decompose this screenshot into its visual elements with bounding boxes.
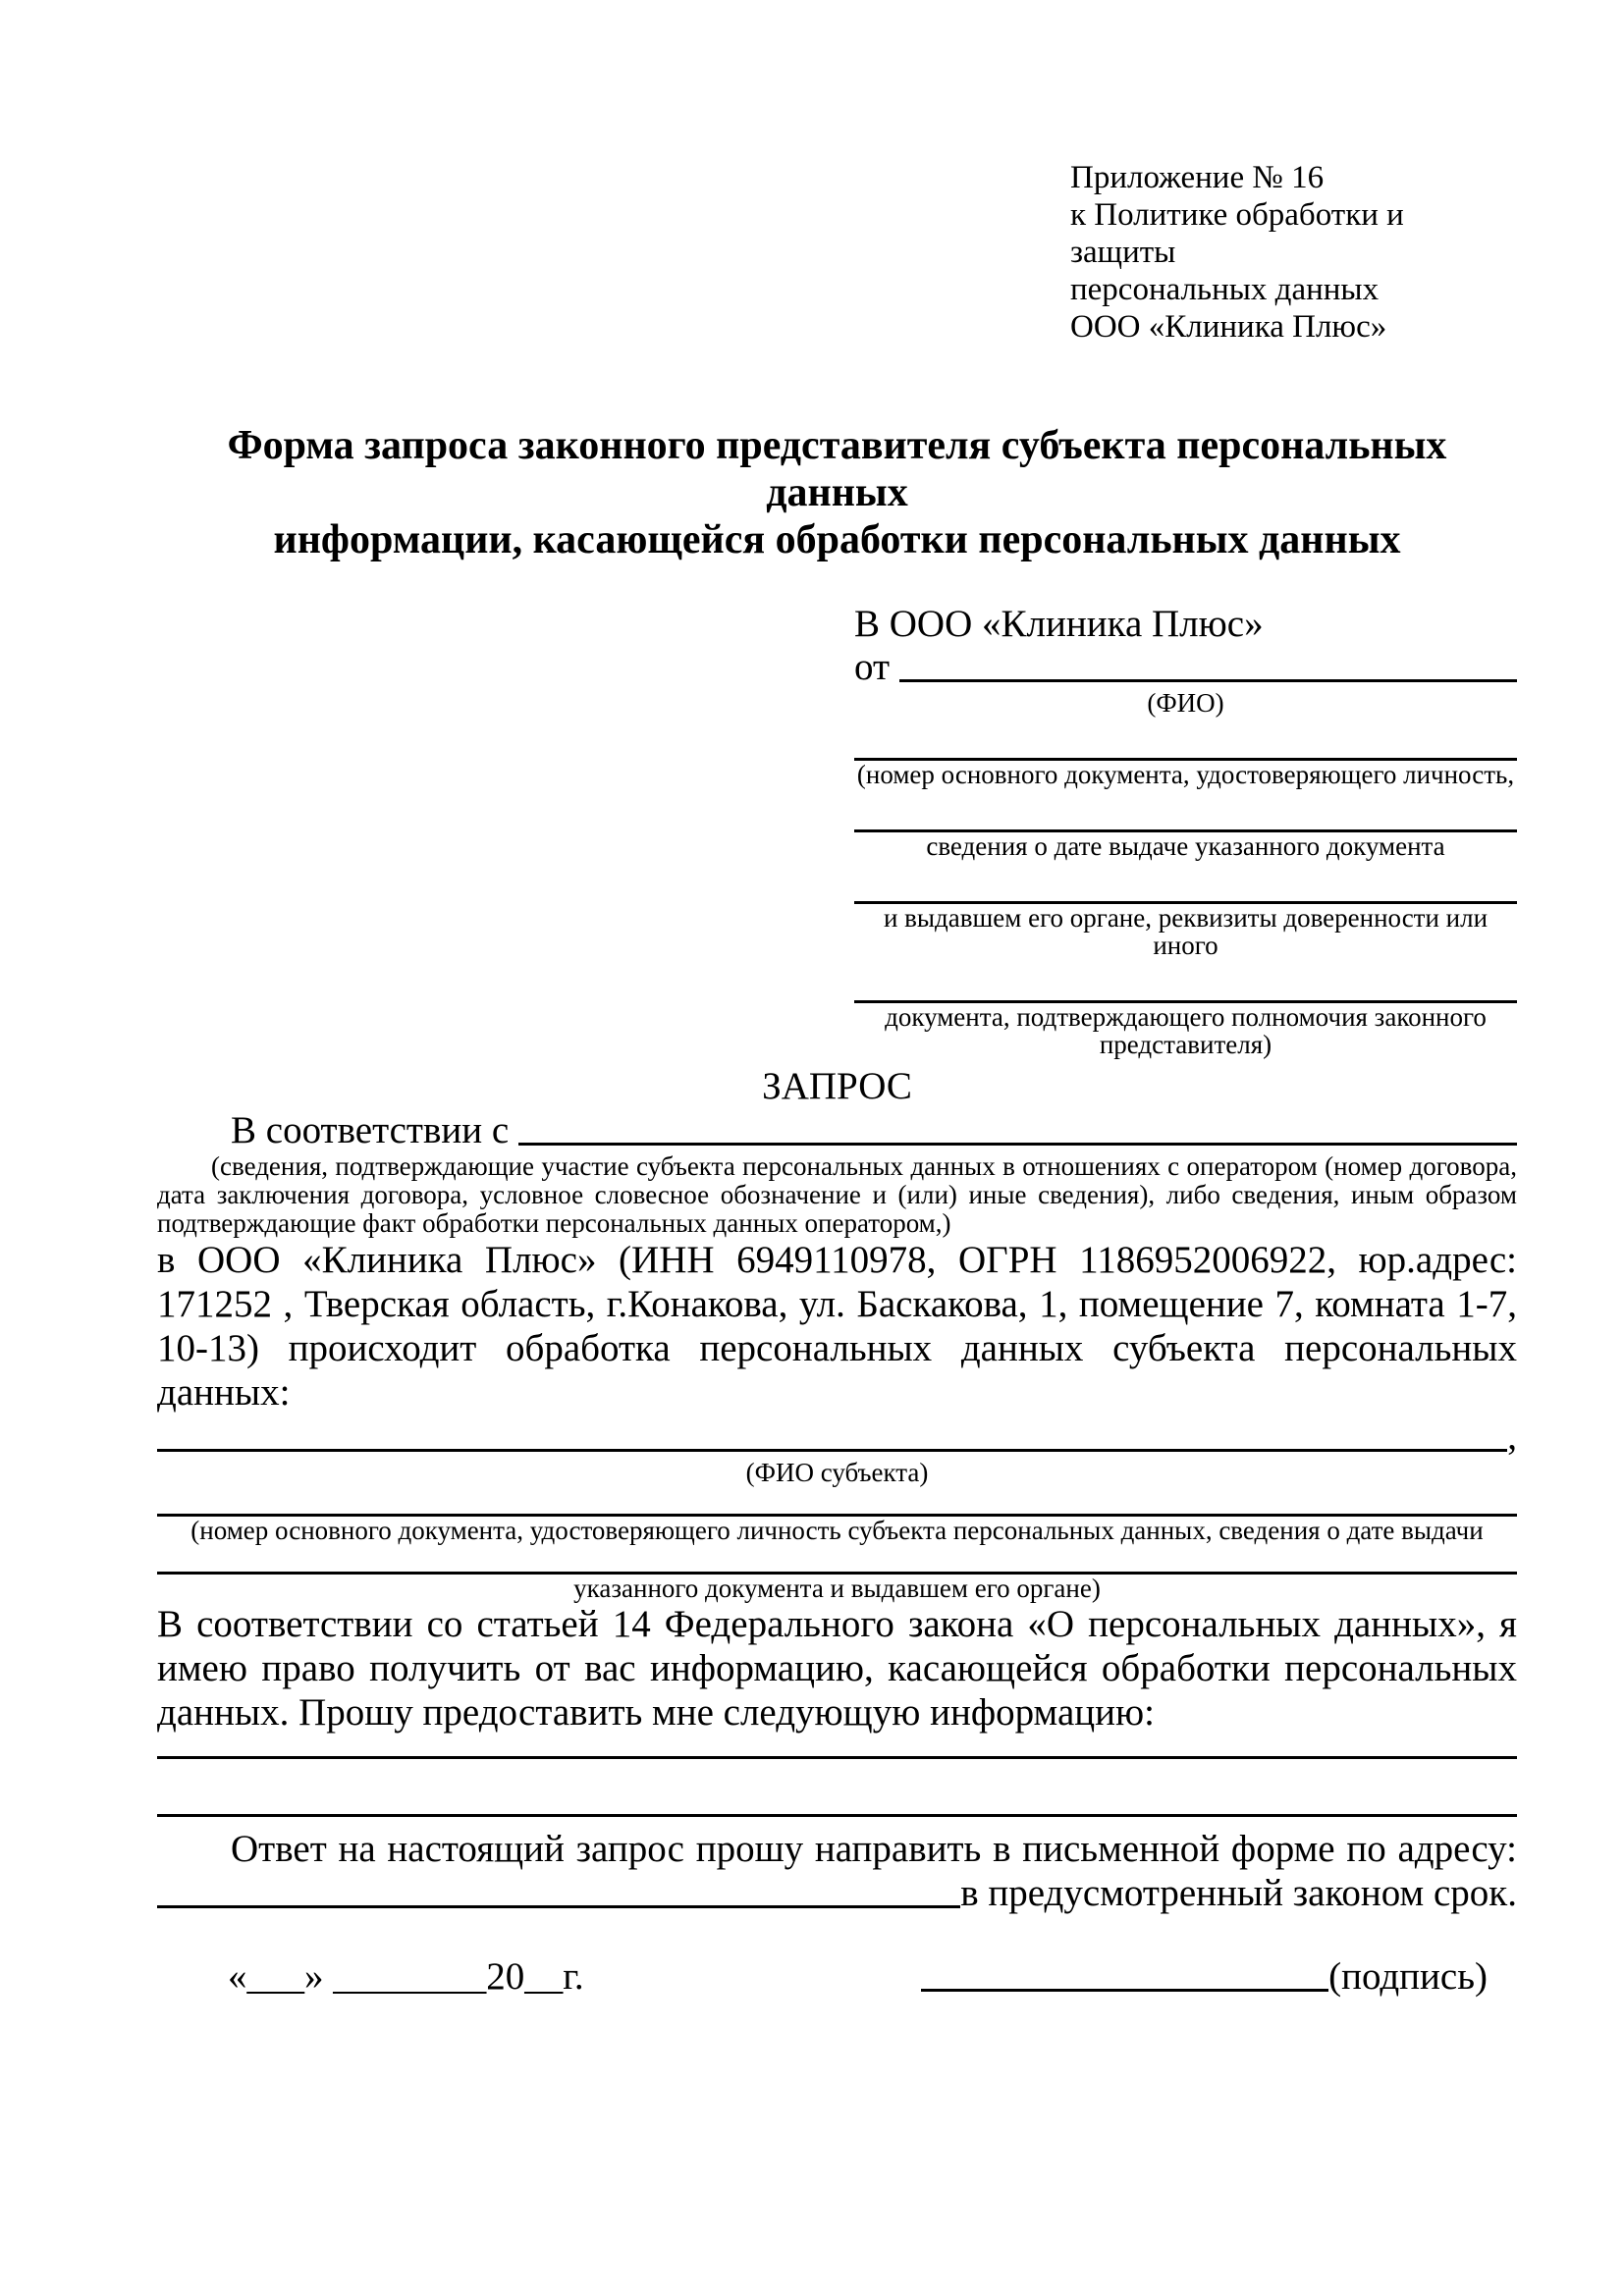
address-blank-line xyxy=(157,1871,960,1908)
caption-subject-doc-authority: указанного документа и выдавшем его органе) xyxy=(573,1574,1101,1603)
caption-fio: (ФИО) xyxy=(1147,688,1224,718)
signature-group xyxy=(921,1954,1488,1999)
addressee-from-row xyxy=(854,646,1517,689)
basis-label: В соответствии с xyxy=(231,1109,510,1151)
caption-subject-fio: (ФИО субъекта) xyxy=(745,1458,929,1487)
appendix-line-3: персональных данных xyxy=(1070,272,1380,307)
subject-fio-blank-line xyxy=(157,1415,1507,1452)
reply-address-row xyxy=(157,1871,1517,1915)
reply-line: Ответ на настоящий запрос прошу направить в письменной форме по адресу: xyxy=(231,1828,1517,1870)
reply-term: в предусмотренный законом срок. xyxy=(960,1872,1517,1914)
caption-doc-powers: документа, подтверждающего полномочия законного представителя) xyxy=(885,1002,1487,1059)
comma-after-blank: , xyxy=(1507,1415,1517,1458)
law-paragraph: В соответствии со статьей 14 Федерального закона «О персональных данных», я имею право получить от вас информацию, касающейся обработки персональных данных. Прошу предоставить мне следующую информацию: xyxy=(157,1603,1517,1734)
requested-info-blank-line-1 xyxy=(157,1742,1517,1759)
appendix-line-2: к Политике обработки и защиты xyxy=(1070,197,1404,270)
signature-blank-line xyxy=(921,1954,1328,1992)
caption-doc-issue-date: сведения о дате выдаче указанного документа xyxy=(926,831,1445,861)
from-label: от xyxy=(854,646,891,688)
appendix-line-4: ООО «Клиника Плюс» xyxy=(1070,309,1387,345)
basis-fine-print: (сведения, подтверждающие участие субъекта персональных данных в отношениях с оператором (номер договора, дата заключения договора, условное словесное обозначение и (или) иные сведения), либо сведения, иным образом подтверждающие факт обработки персональных данных оператором,) xyxy=(157,1151,1517,1238)
date-blank: «___» ________20__г. xyxy=(228,1955,584,1998)
title-line-2: информации, касающейся обработки персональных данных xyxy=(273,517,1401,562)
addressee-block xyxy=(854,603,1517,1058)
request-heading: ЗАПРОС xyxy=(762,1065,912,1107)
subject-fio-row xyxy=(157,1415,1517,1459)
subject-doc-blank-line-1 xyxy=(157,1490,1517,1517)
representative-fio-blank-line xyxy=(899,646,1517,682)
representative-doc-blank-line-2 xyxy=(854,804,1517,832)
caption-doc-authority: и выдавшем его органе, реквизиты доверенности или иного xyxy=(883,903,1489,960)
subject-doc-blank-line-2 xyxy=(157,1548,1517,1575)
operator-paragraph: в ООО «Клиника Плюс» (ИНН 6949110978, ОГРН 1186952006922, юр.адрес: 171252 , Тверская область, г.Конакова, ул. Баскакова, 1, помещение 7, комната 1-7, 10-13) происходит обработка персональных данных субъекта персональных данных: xyxy=(157,1239,1517,1414)
representative-doc-blank-line-1 xyxy=(854,732,1517,761)
caption-subject-doc-number: (номер основного документа, удостоверяющего личность субъекта персональных данных, сведения о дате выдачи xyxy=(190,1516,1484,1545)
basis-blank-line xyxy=(518,1108,1517,1146)
signature-caption: (подпись) xyxy=(1328,1955,1488,1998)
representative-doc-blank-line-4 xyxy=(854,975,1517,1003)
representative-doc-blank-line-3 xyxy=(854,876,1517,904)
appendix-block xyxy=(1070,159,1517,346)
basis-row xyxy=(157,1108,1517,1152)
document-title xyxy=(157,422,1517,563)
addressee-to: В ООО «Клиника Плюс» xyxy=(854,603,1264,645)
requested-info-blank-line-2 xyxy=(157,1759,1517,1817)
caption-doc-number: (номер основного документа, удостоверяющего личность, xyxy=(856,760,1515,789)
signature-row xyxy=(157,1954,1517,1999)
title-line-1: Форма запроса законного представителя субъекта персональных данных xyxy=(227,423,1447,515)
appendix-line-1: Приложение № 16 xyxy=(1070,160,1325,195)
